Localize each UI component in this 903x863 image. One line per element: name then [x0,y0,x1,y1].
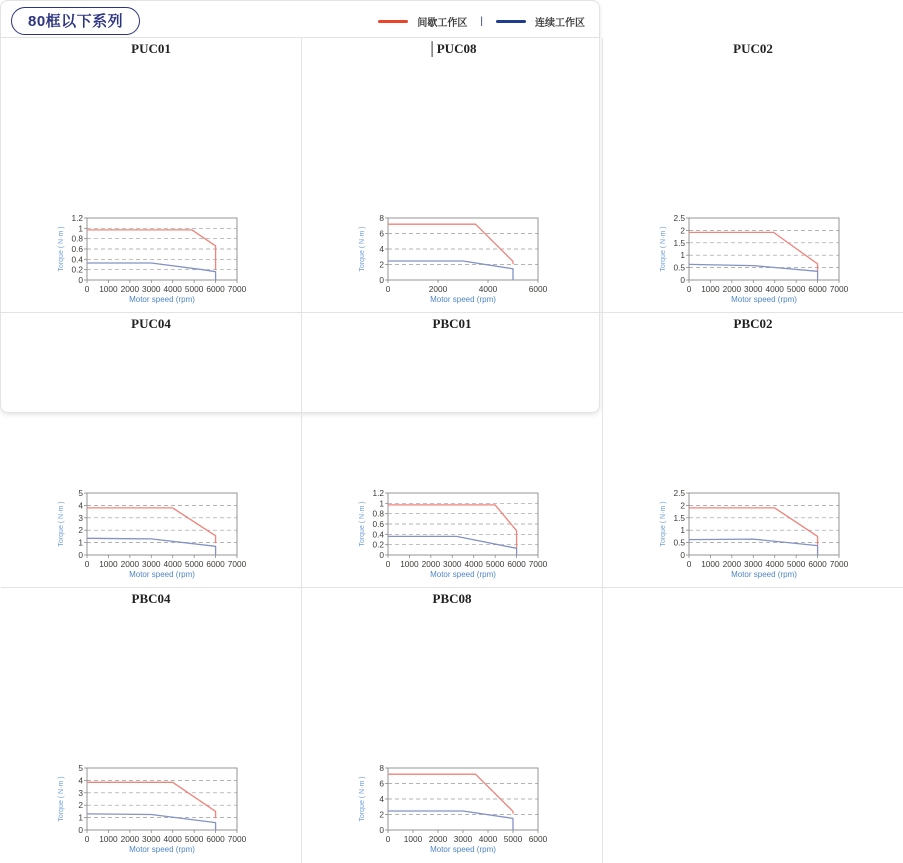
torque-speed-plot [53,487,249,587]
y-tick-label: 1 [680,250,685,261]
x-tick-label: 2000 [428,284,448,294]
chart-title: PUC04 [131,316,171,331]
chart-cell-puc02 [603,38,903,313]
x-tick-label: 5000 [184,834,204,844]
y-tick-label: 1 [78,537,83,548]
x-axis-label: Motor speed (rpm) [430,845,496,854]
y-tick-label: 1.5 [673,512,685,523]
x-tick-label: 3000 [744,284,763,294]
y-tick-label: 4 [379,244,384,254]
x-tick-label: 0 [385,559,391,569]
y-tick-label: 4 [379,794,384,804]
y-tick-label: 1 [78,812,83,823]
torque-speed-plot [53,762,249,862]
x-tick-label: 7000 [829,284,849,294]
y-tick-label: 1 [680,525,685,536]
x-tick-label: 0 [84,559,90,569]
y-tick-label: 0 [680,275,685,285]
y-tick-label: 0.4 [71,254,83,265]
y-axis-label: Torque ( N·m ) [359,776,366,822]
chart-title: PUC02 [733,41,773,56]
x-tick-label: 0 [385,834,391,844]
x-tick-label: 3000 [142,284,161,294]
y-tick-label: 2 [78,800,83,811]
x-tick-label: 6000 [206,284,225,294]
x-tick-label: 7000 [829,559,849,569]
x-tick-label: 6000 [528,834,548,844]
y-axis-label: Torque ( N·m ) [58,776,65,822]
x-tick-label: 7000 [227,834,247,844]
x-tick-label: 3000 [443,559,462,569]
intermittent-zone-line [87,230,216,270]
y-tick-label: 8 [379,763,384,773]
x-tick-label: 4000 [464,559,483,569]
continuous-zone-line [689,539,818,555]
x-tick-label: 6000 [808,284,827,294]
x-tick-label: 0 [84,834,90,844]
y-tick-label: 5 [78,763,83,773]
y-tick-label: 0.5 [673,537,685,548]
x-tick-label: 5000 [503,834,523,844]
x-tick-label: 7000 [227,559,247,569]
torque-speed-plot [655,487,851,587]
chart-title: PBC04 [131,591,171,606]
x-tick-label: 6000 [507,559,526,569]
x-tick-label: 0 [84,284,90,294]
x-tick-label: 4000 [478,284,498,294]
torque-speed-plot [53,212,249,312]
x-tick-label: 6000 [206,559,225,569]
intermittent-zone-label: 间歇工作区 [417,17,468,29]
x-axis-label: Motor speed (rpm) [430,295,496,304]
x-axis-label: Motor speed (rpm) [731,295,797,304]
y-tick-label: 0.2 [372,539,384,550]
continuous-zone-line [87,263,216,280]
y-tick-label: 0 [78,825,83,835]
y-tick-label: 4 [78,775,83,786]
x-tick-label: 2000 [722,284,742,294]
x-tick-label: 4000 [765,284,784,294]
y-tick-label: 3 [78,787,83,798]
y-tick-label: 2 [680,500,685,511]
x-tick-label: 4000 [163,834,182,844]
x-tick-label: 3000 [744,559,763,569]
y-tick-label: 2 [78,525,83,536]
continuous-zone-line [388,261,513,280]
y-axis-label: Torque ( N·m ) [58,226,65,272]
y-tick-label: 2.5 [673,213,685,223]
series-title-chip: 80框以下系列 [11,7,140,35]
chart-cell-puc08 [302,38,603,313]
y-tick-label: 0.8 [71,233,83,244]
x-tick-label: 6000 [808,559,827,569]
torque-speed-plot [354,762,550,862]
y-tick-label: 0.6 [71,244,83,254]
x-tick-label: 5000 [184,559,204,569]
y-tick-label: 0.5 [673,262,685,273]
legend [378,14,585,29]
continuous-zone-line [388,811,513,830]
y-tick-label: 1 [379,498,384,509]
chart-cell-puc01 [1,38,302,313]
continuous-zone-swatch [496,20,526,23]
x-tick-label: 3000 [453,834,473,844]
x-tick-label: 3000 [142,834,161,844]
x-axis-label: Motor speed (rpm) [129,295,195,304]
x-tick-label: 3000 [142,559,161,569]
continuous-zone-line [689,264,818,280]
x-tick-label: 2000 [428,834,448,844]
x-tick-label: 6000 [206,834,225,844]
y-tick-label: 3 [78,512,83,523]
x-tick-label: 2000 [120,559,140,569]
y-tick-label: 0 [78,550,83,560]
intermittent-zone-line [388,505,517,548]
y-tick-label: 0 [379,275,384,285]
intermittent-zone-line [388,224,513,264]
y-tick-label: 0 [680,550,685,560]
x-tick-label: 7000 [227,284,247,294]
continuous-zone-line [87,538,216,555]
torque-speed-plot [354,487,550,587]
x-tick-label: 5000 [786,284,806,294]
chart-cell-pbc04 [1,588,302,863]
chart-title: │PUC08 [427,41,477,56]
chart-cell-puc04 [1,313,302,588]
x-tick-label: 0 [385,284,391,294]
y-tick-label: 1.2 [71,213,83,223]
chart-cell-pbc02 [603,313,903,588]
x-tick-label: 0 [686,559,692,569]
chart-title: PUC01 [131,41,171,56]
x-tick-label: 5000 [485,559,505,569]
y-tick-label: 1.2 [372,488,384,498]
header [1,1,599,37]
y-tick-label: 0 [78,275,83,285]
y-tick-label: 0 [379,550,384,560]
intermittent-zone-line [388,774,513,814]
chart-cell-pbc01 [302,313,603,588]
intermittent-zone-swatch [378,20,408,23]
torque-speed-plot [354,212,550,312]
x-tick-label: 1000 [99,559,118,569]
x-tick-label: 1000 [99,834,118,844]
continuous-zone-label: 连续工作区 [535,17,585,29]
continuous-zone-line [87,814,216,830]
x-tick-label: 1000 [99,284,118,294]
y-axis-label: Torque ( N·m ) [660,226,667,272]
torque-speed-plot [655,212,851,312]
y-tick-label: 6 [379,778,384,789]
empty-cell [603,588,903,863]
chart-grid [1,37,849,863]
y-axis-label: Torque ( N·m ) [58,501,65,547]
legend-separator: | [480,15,483,27]
y-axis-label: Torque ( N·m ) [359,226,366,272]
x-tick-label: 4000 [163,559,182,569]
y-tick-label: 0.4 [372,529,384,540]
y-tick-label: 2 [680,225,685,236]
x-axis-label: Motor speed (rpm) [129,570,195,579]
chart-title: PBC08 [432,591,472,606]
x-tick-label: 4000 [765,559,784,569]
x-tick-label: 1000 [701,284,720,294]
chart-cell-pbc08 [302,588,603,863]
x-tick-label: 5000 [184,284,204,294]
x-tick-label: 2000 [722,559,742,569]
x-tick-label: 2000 [421,559,441,569]
y-tick-label: 0.6 [372,519,384,529]
intermittent-zone-line [87,782,216,818]
x-axis-label: Motor speed (rpm) [129,845,195,854]
x-tick-label: 2000 [120,834,140,844]
x-tick-label: 2000 [120,284,140,294]
y-tick-label: 5 [78,488,83,498]
y-tick-label: 8 [379,213,384,223]
continuous-zone-line [388,536,517,555]
x-tick-label: 4000 [478,834,498,844]
x-tick-label: 0 [686,284,692,294]
y-axis-label: Torque ( N·m ) [660,501,667,547]
x-tick-label: 6000 [528,284,548,294]
y-tick-label: 2 [379,809,384,820]
x-tick-label: 5000 [786,559,806,569]
y-tick-label: 0.2 [71,264,83,275]
x-axis-label: Motor speed (rpm) [731,570,797,579]
y-tick-label: 0.8 [372,508,384,519]
x-tick-label: 7000 [528,559,548,569]
y-axis-label: Torque ( N·m ) [359,501,366,547]
x-axis-label: Motor speed (rpm) [430,570,496,579]
x-tick-label: 1000 [403,834,423,844]
y-tick-label: 2.5 [673,488,685,498]
y-tick-label: 1.5 [673,237,685,248]
y-tick-label: 4 [78,500,83,511]
y-tick-label: 2 [379,259,384,270]
y-tick-label: 6 [379,228,384,239]
plot-border [87,768,237,830]
x-tick-label: 1000 [400,559,419,569]
y-tick-label: 1 [78,223,83,234]
x-tick-label: 4000 [163,284,182,294]
chart-title: PBC01 [432,316,472,331]
x-tick-label: 1000 [701,559,720,569]
chart-title: PBC02 [733,316,773,331]
y-tick-label: 0 [379,825,384,835]
